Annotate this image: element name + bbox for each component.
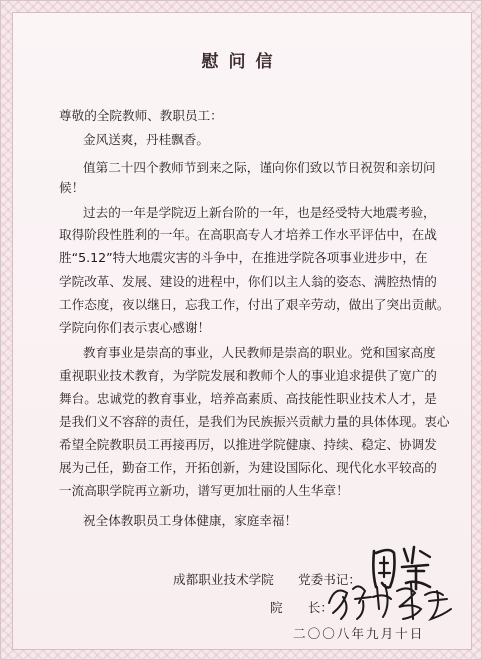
paragraph-line: 是我们义不容辞的责任，是我们为民族振兴贡献力量的具体体现。衷心 xyxy=(59,414,450,429)
paragraph-line: 取得阶段性胜利的一年。在高职高专人才培养工作水平评估中，在战 xyxy=(59,227,437,242)
paragraph-line: 胜“5.12”特大地震灾害的斗争中，在推进学院各项事业进步中，在 xyxy=(59,250,428,265)
paragraph-line: 教育事业是崇高的事业，人民教师是崇高的职业。党和国家高度 xyxy=(83,345,436,360)
president-handwritten-signature xyxy=(325,579,455,623)
salutation: 尊敬的全院教师、教职员工： xyxy=(59,108,223,123)
party-secretary-label: 党委书记： xyxy=(298,572,361,587)
paragraph-line: 学院改革、发展、建设的进程中，你们以主人翁的姿态、满腔热情的 xyxy=(59,274,437,289)
paragraph-line: 学院向你们表示衷心感谢！ xyxy=(59,320,211,335)
letter-paper xyxy=(12,12,472,650)
paragraph-line: 一流高职学院再立新功，谱写更加壮丽的人生华章！ xyxy=(59,483,349,498)
signature-organization: 成都职业技术学院 xyxy=(173,572,274,587)
paragraph-line: 工作态度，夜以继日，忘我工作，付出了艰辛劳动，做出了突出贡献。 xyxy=(59,297,450,312)
paragraph-line: 重视职业技术教育，为学院发展和教师个人的事业追求提供了宽广的 xyxy=(59,368,437,383)
paragraph-line: 希望全院教职员工再接再厉，以推进学院健康、持续、稳定、协调发 xyxy=(59,437,437,452)
paragraph-line: 候！ xyxy=(59,180,85,195)
paragraph-line: 值第二十四个教师节到来之际，谨向你们致以节日祝贺和亲切问 xyxy=(83,160,436,175)
closing-wish: 祝全体教职员工身体健康，家庭幸福！ xyxy=(83,513,298,528)
greeting: 金风送爽，丹桂飘香。 xyxy=(83,132,209,147)
president-label: 院 长： xyxy=(270,600,333,615)
letter-title: 慰问信 xyxy=(201,52,283,72)
paragraph-line: 舞台。忠诚党的教育事业，培养高素质、高技能性职业技术人才，是 xyxy=(59,391,437,406)
paragraph-line: 过去的一年是学院迈上新台阶的一年，也是经受特大地震考验， xyxy=(83,205,436,220)
letter-date: 二〇〇八年九月十日 xyxy=(293,626,425,641)
paragraph-line: 展为己任，勤奋工作，开拓创新，为建设国际化、现代化水平较高的 xyxy=(59,460,437,475)
